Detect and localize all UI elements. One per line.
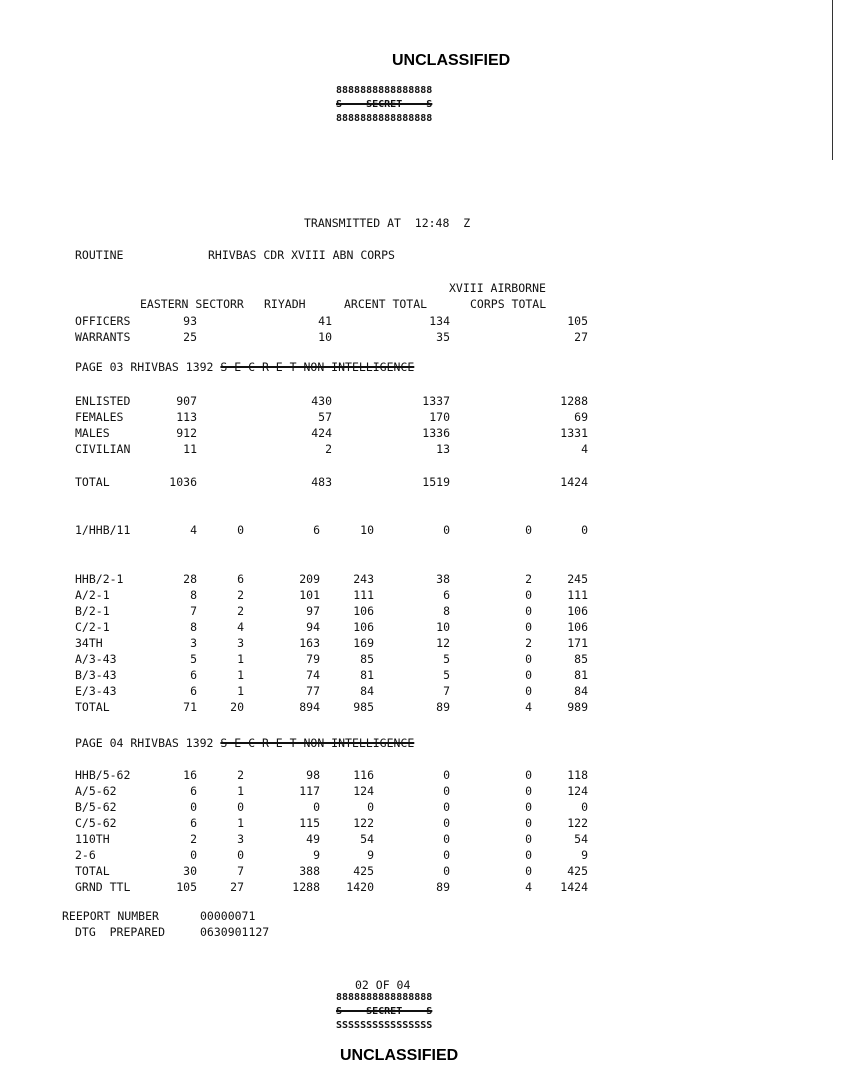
- table-cell: 106: [353, 604, 374, 618]
- table-cell: 0: [443, 816, 450, 830]
- transmitted-time: TRANSMITTED AT 12:48 Z: [304, 216, 471, 230]
- header-xviii: XVIII AIRBORNE: [449, 281, 546, 295]
- table-cell: 6: [190, 816, 197, 830]
- table-cell: 0: [237, 523, 244, 537]
- table-cell: 0: [443, 523, 450, 537]
- table-cell: 77: [306, 684, 320, 698]
- classification-bottom: UNCLASSIFIED: [340, 1047, 459, 1064]
- table-cell: 74: [306, 668, 320, 682]
- table-cell: 0: [443, 848, 450, 862]
- report-number-label: REEPORT NUMBER: [62, 909, 159, 923]
- table-cell: 10: [318, 330, 332, 344]
- table-cell: 113: [176, 410, 197, 424]
- table-cell: 118: [567, 768, 588, 782]
- table-cell: 1519: [422, 475, 450, 489]
- table-cell: 1288: [292, 880, 320, 894]
- header-corps: CORPS TOTAL: [470, 297, 547, 311]
- table-cell: 245: [567, 572, 588, 586]
- table-cell: 4: [581, 442, 588, 456]
- table-cell: 81: [574, 668, 588, 682]
- row-label: CIVILIAN: [75, 442, 131, 456]
- page03-line: [75, 360, 414, 374]
- table-cell: 30: [183, 864, 197, 878]
- table-cell: 69: [574, 410, 588, 424]
- table-cell: 54: [360, 832, 374, 846]
- row-label: 110TH: [75, 832, 110, 846]
- table-cell: 7: [443, 684, 450, 698]
- table-cell: 912: [176, 426, 197, 440]
- table-cell: 3: [237, 636, 244, 650]
- table-cell: 1: [237, 684, 244, 698]
- row-label: 34TH: [75, 636, 103, 650]
- table-cell: 9: [313, 848, 320, 862]
- table-cell: 1: [237, 816, 244, 830]
- row-label: C/5-62: [75, 816, 117, 830]
- row-label: 2-6: [75, 848, 96, 862]
- table-cell: 10: [360, 523, 374, 537]
- table-cell: 81: [360, 668, 374, 682]
- table-cell: 0: [237, 848, 244, 862]
- table-cell: 1288: [560, 394, 588, 408]
- row-label: B/2-1: [75, 604, 110, 618]
- table-cell: 4: [190, 523, 197, 537]
- page03-prefix: PAGE 03 RHIVBAS 1392: [75, 360, 221, 374]
- table-cell: 124: [567, 784, 588, 798]
- row-label: TOTAL: [75, 475, 110, 489]
- table-cell: 2: [237, 604, 244, 618]
- page04-line: [75, 736, 414, 750]
- row-label: FEMALES: [75, 410, 124, 424]
- table-cell: 111: [567, 588, 588, 602]
- table-cell: 27: [230, 880, 244, 894]
- table-cell: 5: [190, 652, 197, 666]
- table-cell: 94: [306, 620, 320, 634]
- table-cell: 0: [367, 800, 374, 814]
- table-cell: 124: [353, 784, 374, 798]
- table-cell: 79: [306, 652, 320, 666]
- table-cell: 1: [237, 652, 244, 666]
- table-cell: 8: [190, 588, 197, 602]
- table-cell: 111: [353, 588, 374, 602]
- table-cell: 7: [190, 604, 197, 618]
- table-cell: 243: [353, 572, 374, 586]
- table-cell: 85: [360, 652, 374, 666]
- table-cell: 0: [525, 684, 532, 698]
- table-cell: 483: [311, 475, 332, 489]
- table-cell: 0: [525, 816, 532, 830]
- table-cell: 116: [353, 768, 374, 782]
- row-label: 1/HHB/11: [75, 523, 131, 537]
- table-cell: 907: [176, 394, 197, 408]
- table-cell: 41: [318, 314, 332, 328]
- table-cell: 1424: [560, 475, 588, 489]
- table-cell: 12: [436, 636, 450, 650]
- dtg-label: DTG PREPARED: [75, 925, 166, 939]
- table-cell: 425: [567, 864, 588, 878]
- table-cell: 424: [311, 426, 332, 440]
- table-cell: 0: [525, 784, 532, 798]
- table-cell: 2: [237, 768, 244, 782]
- table-cell: 0: [443, 768, 450, 782]
- table-cell: 57: [318, 410, 332, 424]
- page04-struck: S E C R E T NON INTELLIGENCE: [220, 736, 415, 750]
- table-cell: 98: [306, 768, 320, 782]
- table-cell: 28: [183, 572, 197, 586]
- table-cell: 8: [190, 620, 197, 634]
- table-cell: 11: [183, 442, 197, 456]
- table-cell: 117: [299, 784, 320, 798]
- table-cell: 54: [574, 832, 588, 846]
- table-cell: 1: [237, 668, 244, 682]
- table-cell: 0: [525, 588, 532, 602]
- table-cell: 163: [299, 636, 320, 650]
- header-arcent: ARCENT TOTAL: [344, 297, 428, 311]
- row-label: TOTAL: [75, 700, 110, 714]
- table-cell: 8: [443, 604, 450, 618]
- table-cell: 1336: [422, 426, 450, 440]
- table-cell: 2: [190, 832, 197, 846]
- table-cell: 115: [299, 816, 320, 830]
- page03-struck: S E C R E T NON INTELLIGENCE: [220, 360, 415, 374]
- table-cell: 1036: [169, 475, 197, 489]
- table-cell: 169: [353, 636, 374, 650]
- table-cell: 5: [443, 652, 450, 666]
- table-cell: 0: [443, 832, 450, 846]
- page-count: 02 OF 04: [355, 978, 411, 992]
- table-cell: 985: [353, 700, 374, 714]
- table-cell: 0: [525, 848, 532, 862]
- table-cell: 2: [525, 636, 532, 650]
- table-cell: 0: [525, 668, 532, 682]
- table-cell: 6: [443, 588, 450, 602]
- row-label: A/2-1: [75, 588, 110, 602]
- table-cell: 9: [581, 848, 588, 862]
- row-label: HHB/2-1: [75, 572, 124, 586]
- table-cell: 0: [443, 864, 450, 878]
- table-cell: 0: [525, 864, 532, 878]
- table-cell: 0: [525, 800, 532, 814]
- row-label: GRND TTL: [75, 880, 131, 894]
- table-cell: 84: [360, 684, 374, 698]
- table-cell: 0: [581, 800, 588, 814]
- table-cell: 6: [313, 523, 320, 537]
- table-cell: 105: [567, 314, 588, 328]
- table-cell: 0: [443, 800, 450, 814]
- table-cell: 4: [237, 620, 244, 634]
- row-label: A/3-43: [75, 652, 117, 666]
- margin-line: [832, 0, 833, 160]
- table-cell: 0: [525, 620, 532, 634]
- table-cell: 894: [299, 700, 320, 714]
- table-cell: 49: [306, 832, 320, 846]
- table-cell: 1: [237, 784, 244, 798]
- table-cell: 0: [581, 523, 588, 537]
- row-label: B/3-43: [75, 668, 117, 682]
- table-cell: 5: [443, 668, 450, 682]
- table-cell: 134: [429, 314, 450, 328]
- row-label: MALES: [75, 426, 110, 440]
- table-cell: 13: [436, 442, 450, 456]
- table-cell: 209: [299, 572, 320, 586]
- precedence: ROUTINE: [75, 248, 124, 262]
- table-cell: 105: [176, 880, 197, 894]
- table-cell: 16: [183, 768, 197, 782]
- table-cell: 0: [190, 848, 197, 862]
- table-cell: 0: [313, 800, 320, 814]
- table-cell: 6: [237, 572, 244, 586]
- table-cell: 989: [567, 700, 588, 714]
- classification-top: UNCLASSIFIED: [392, 52, 511, 69]
- table-cell: 1337: [422, 394, 450, 408]
- table-cell: 97: [306, 604, 320, 618]
- marking-top-3: 8888888888888888: [336, 113, 433, 124]
- table-cell: 71: [183, 700, 197, 714]
- table-cell: 0: [190, 800, 197, 814]
- table-cell: 0: [525, 652, 532, 666]
- row-label: OFFICERS: [75, 314, 131, 328]
- table-cell: 430: [311, 394, 332, 408]
- table-cell: 89: [436, 700, 450, 714]
- row-label: C/2-1: [75, 620, 110, 634]
- table-cell: 170: [429, 410, 450, 424]
- table-cell: 4: [525, 880, 532, 894]
- table-cell: 2: [525, 572, 532, 586]
- row-label: HHB/5-62: [75, 768, 131, 782]
- table-cell: 0: [237, 800, 244, 814]
- table-cell: 0: [525, 832, 532, 846]
- table-cell: 2: [237, 588, 244, 602]
- table-cell: 27: [574, 330, 588, 344]
- header-eastern: EASTERN SECTORR: [140, 297, 244, 311]
- table-cell: 106: [567, 620, 588, 634]
- row-label: ENLISTED: [75, 394, 131, 408]
- table-cell: 1424: [560, 880, 588, 894]
- marking-top-1: 8888888888888888: [336, 85, 433, 96]
- table-cell: 388: [299, 864, 320, 878]
- page04-prefix: PAGE 04 RHIVBAS 1392: [75, 736, 221, 750]
- row-label: B/5-62: [75, 800, 117, 814]
- marking-bottom-2: S SECRET S: [336, 1006, 433, 1017]
- table-cell: 6: [190, 784, 197, 798]
- table-cell: 6: [190, 684, 197, 698]
- table-cell: 101: [299, 588, 320, 602]
- table-cell: 84: [574, 684, 588, 698]
- table-cell: 106: [567, 604, 588, 618]
- report-number: 00000071: [200, 909, 256, 923]
- table-cell: 171: [567, 636, 588, 650]
- marking-bottom-1: 8888888888888888: [336, 992, 433, 1003]
- table-cell: 89: [436, 880, 450, 894]
- header-riyadh: RIYADH: [264, 297, 306, 311]
- table-cell: 6: [190, 668, 197, 682]
- row-label: TOTAL: [75, 864, 110, 878]
- table-cell: 3: [237, 832, 244, 846]
- table-cell: 0: [525, 604, 532, 618]
- row-label: E/3-43: [75, 684, 117, 698]
- table-cell: 85: [574, 652, 588, 666]
- table-cell: 0: [443, 784, 450, 798]
- table-cell: 10: [436, 620, 450, 634]
- table-cell: 7: [237, 864, 244, 878]
- table-cell: 20: [230, 700, 244, 714]
- table-cell: 425: [353, 864, 374, 878]
- from-line: RHIVBAS CDR XVIII ABN CORPS: [208, 248, 395, 262]
- table-cell: 122: [567, 816, 588, 830]
- table-cell: 0: [525, 523, 532, 537]
- row-label: WARRANTS: [75, 330, 131, 344]
- table-cell: 0: [525, 768, 532, 782]
- table-cell: 38: [436, 572, 450, 586]
- table-cell: 3: [190, 636, 197, 650]
- table-cell: 9: [367, 848, 374, 862]
- table-cell: 35: [436, 330, 450, 344]
- table-cell: 106: [353, 620, 374, 634]
- table-cell: 1420: [346, 880, 374, 894]
- row-label: A/5-62: [75, 784, 117, 798]
- table-cell: 122: [353, 816, 374, 830]
- table-cell: 4: [525, 700, 532, 714]
- table-cell: 1331: [560, 426, 588, 440]
- table-cell: 93: [183, 314, 197, 328]
- marking-top-2: S SECRET S: [336, 99, 433, 110]
- table-cell: 25: [183, 330, 197, 344]
- dtg-value: 0630901127: [200, 925, 270, 939]
- table-cell: 2: [325, 442, 332, 456]
- marking-bottom-3: SSSSSSSSSSSSSSSS: [336, 1020, 433, 1031]
